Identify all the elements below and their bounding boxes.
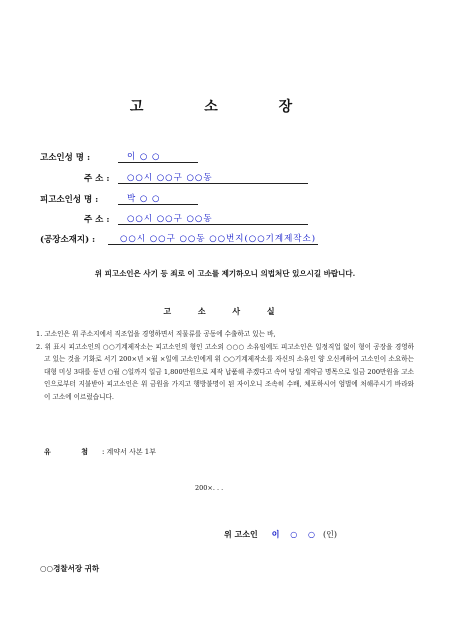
- enclosure-value: : 계약서 사본 1부: [101, 448, 157, 456]
- enclosure-label: 유 첨: [44, 447, 102, 456]
- request-statement: 위 피고소인은 사기 등 죄로 이 고소를 제기하오니 의법처단 있으시길 바랍니다.: [94, 269, 356, 278]
- accused-name-label: 피고소인성 명 :: [40, 195, 99, 205]
- document-date: 200×. . .: [195, 484, 224, 492]
- factory-location-label: (공장소재지) :: [40, 235, 96, 245]
- facts-heading: 고 소 사 실: [163, 306, 287, 316]
- signature-label: 위 고소인: [224, 529, 258, 539]
- complainant-name-underline: [118, 162, 198, 163]
- fact-item-2: 2. 위 표시 피고소인의 ○○기계제작소는 피고소인의 형인 고소외 ○○○ 소유임에도 피고소인은 일정직업 없이 형이 공장을 경영하고 있는 것을 기화로 서기 200×년 ×월 ×일에 고소인에게 위 ○○기계제작소를 자신의 소유인 양 오신케하여 고소인이 소요하는 대형 미싱 3대를 동년 ○월 ○일까지 일금 1,800만원으로 제작 납품해 주겠다고 속여 당일 계약금 명목으로 일금 200만원을 고소인으로부터 지불받아 피고소인은 위 금원을 가지고 행방불명이 된 자이오니 조속히 수배, 체포하시어 엄벌에 처해주시기 바라와 이 고소에 이르렀습니다.: [36, 342, 414, 401]
- signature-name: 이 ○ ○: [271, 529, 319, 539]
- factory-location-underline: [108, 244, 318, 245]
- accused-address-value: ○○시 ○○구 ○○동: [127, 214, 213, 224]
- accused-address-underline: [118, 224, 308, 225]
- accused-address-label: 주 소 :: [84, 215, 110, 225]
- seal-mark: (인): [322, 530, 337, 539]
- complainant-address-underline: [118, 183, 308, 184]
- complainant-name-label: 고소인성 명 :: [40, 153, 91, 163]
- addressee: ○○경찰서장 귀하: [40, 564, 100, 573]
- accused-name-underline: [118, 204, 198, 205]
- complainant-name-value: 이 ○ ○: [127, 152, 161, 162]
- complainant-address-label: 주 소 :: [84, 174, 110, 184]
- enclosure: [44, 447, 156, 457]
- signature-line: [224, 529, 337, 540]
- fact-item-1: 1. 고소인은 위 주소지에서 직조업을 경영하면서 직물류를 공동에 수출하고 있는 바,: [36, 330, 276, 338]
- factory-location-value: ○○시 ○○구 ○○동 ○○번지(○○기계제작소): [120, 234, 317, 244]
- facts-body: [36, 328, 414, 403]
- document-title: 고 소 장: [129, 99, 321, 115]
- complainant-address-value: ○○시 ○○구 ○○동: [127, 173, 213, 183]
- accused-name-value: 박 ○ ○: [127, 194, 161, 204]
